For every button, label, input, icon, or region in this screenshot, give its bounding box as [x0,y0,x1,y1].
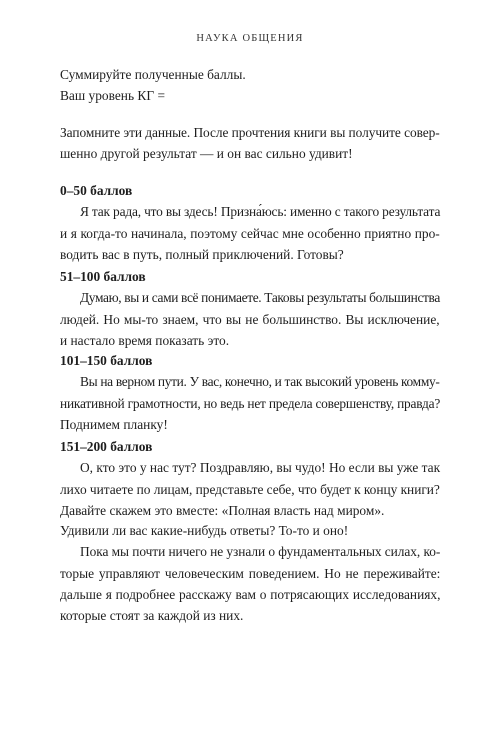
running-title: НАУКА ОБЩЕНИЯ [196,33,304,44]
result-section-0-50 [60,180,441,265]
result-heading: 151–200 баллов [60,439,153,454]
paragraph-line: шенно другой результат — и он вас сильно удивит! [60,146,353,162]
paragraph-line: Думаю, вы и сами всё понимаете. Таковы результаты большинства [80,290,440,306]
paragraph-line: дальше я подробнее расскажу вам о потрясающих исследованиях, [60,586,441,602]
intro-line: Суммируйте полученные баллы. [60,67,246,82]
paragraph-line: Поднимем планку! [60,416,168,432]
outro-paragraph [60,520,441,626]
paragraph-line: Удивили ли вас какие-нибудь ответы? То-то и оно! [60,523,349,538]
result-heading: 51–100 баллов [60,269,146,284]
paragraph-line: никативной грамотности, но ведь нет предела совершенству, правда? [60,395,441,411]
paragraph-line: и настало время показать это. [60,332,230,348]
paragraph-line: Вы на верном пути. У вас, конечно, и так высокий уровень комму- [80,374,440,390]
result-heading: 101–150 баллов [60,353,153,368]
paragraph-line: водить вас в путь, полный приключений. Готовы? [60,246,344,262]
intro-block [60,64,366,107]
paragraph-line: людей. Но мы-то знаем, что вы не большинство. Вы исключение, [60,311,440,327]
paragraph-line: торые управляют человеческим поведением. Но не переживайте: [60,565,441,581]
paragraph-line: Запомните эти данные. После прочтения книги вы получите совер- [60,125,440,140]
paragraph-line: О, кто это у нас тут? Поздравляю, вы чудо! Но если вы уже так [80,460,441,476]
result-heading: 0–50 баллов [60,183,133,198]
paragraph-line: лихо читаете по лицам, представьте себе, что будет к концу книги? [60,481,440,497]
result-section-51-100 [60,266,440,351]
paragraph-line: Пока мы почти ничего не узнали о фундаментальных силах, ко- [80,544,441,560]
result-section-151-200 [60,436,441,521]
paragraph-line: Я так рада, что вы здесь! Призна́юсь: именно с такого результата [80,204,441,220]
intro-line: Ваш уровень КГ = [60,88,165,104]
paragraph-line: которые стоят за каждой из них. [60,608,244,624]
paragraph-line: Давайте скажем это вместе: «Полная власть над миром». [60,502,385,518]
paragraph-line: и я когда-то начинала, поэтому сейчас мне особенно приятно про- [60,225,440,241]
remember-paragraph [60,122,440,165]
result-section-101-150 [60,350,441,435]
